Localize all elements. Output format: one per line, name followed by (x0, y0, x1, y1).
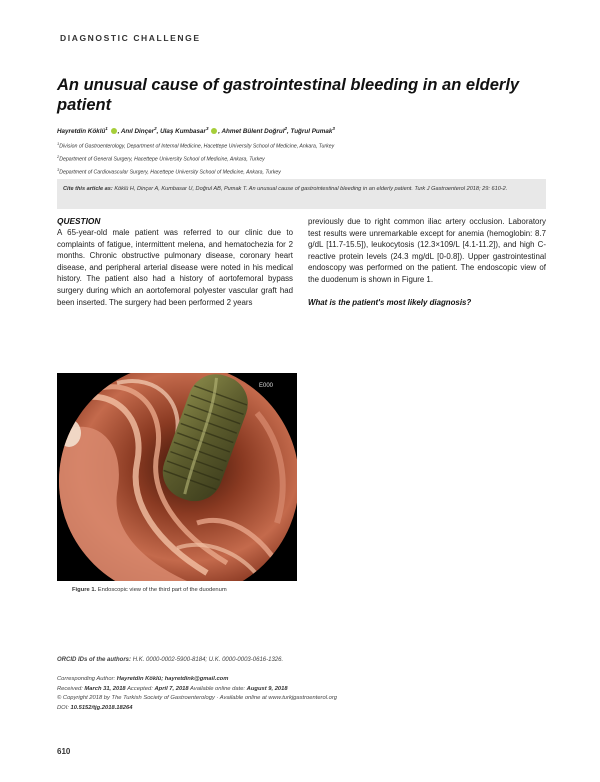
author-name: Ulaş Kumbasar (160, 128, 206, 136)
caption-text: Endoscopic view of the third part of the duodenum (97, 587, 227, 593)
citation-text: Köklü H, Dinçer A, Kumbasar U, Doğrul AB, Pumak T. An unusual cause of gastrointestinal bleeding in an elderly patient. Turk J Gastroenterol 2018; 29: 610-2. (114, 186, 508, 192)
affiliation: $^2$Department of General Surgery, Hacettepe University School of Medicine, Ankara, Turkey (57, 154, 265, 163)
page-number: 610 (57, 747, 71, 756)
body-right-column (308, 216, 546, 308)
question-heading: QUESTION (57, 216, 101, 226)
body-paragraph: A 65-year-old male patient was referred to our clinic due to complaints of fatigue, intermittent melena, and hematochezia for 2 months. Chronic obstructive pulmonary disease, coronary heart disease, and peripheral arterial disease were noted in his medical history. The patient also had a history of aortofemoral bypass surgery during which an aortofemoral polyester vascular graft had been inserted. The surgery had been performed 2 years (57, 228, 293, 307)
final-question: What is the patient's most likely diagnosis? (308, 297, 472, 307)
author-name: Hayretdin Köklü (57, 128, 106, 136)
author-sup: 3 (205, 126, 209, 131)
orcid-icon[interactable] (111, 128, 117, 134)
citation-box (57, 179, 546, 209)
orcid-icon[interactable] (211, 128, 217, 134)
endoscopy-illustration (57, 373, 297, 581)
body-left-column (57, 216, 293, 308)
dates: Received: March 31, 2018 Accepted: April 7, 2018 Available online date: August 9, 2018 (57, 685, 288, 692)
copyright: © Copyright 2018 by The Turkish Society of Gastroenterology · Available online at www.turkjgastroenterol.org (57, 695, 337, 702)
author-name: Ahmet Bülent Doğrul (221, 128, 285, 136)
article-meta (57, 675, 337, 713)
endoscopy-image (57, 373, 297, 581)
caption-label: Figure 1. (72, 587, 97, 593)
orcid-text: H.K. 0000-0002-5900-8184; U.K. 0000-0003-0616-1326. (132, 657, 284, 663)
author-sup: 2 (284, 126, 287, 131)
affiliation: $^3$Department of Cardiovascular Surgery, Hacettepe University School of Medicine, Ankara, Turkey (57, 167, 281, 177)
citation-label: Cite this article as: (63, 186, 113, 192)
affiliation: $^1$Division of Gastroenterology, Department of Internal Medicine, Hacettepe University School of Medicine, Ankara, Turkey (57, 141, 335, 150)
author-name: Anıl Dinçer (120, 128, 155, 136)
author-name: Tuğrul Pumak (290, 128, 333, 136)
author-sup: 2 (154, 126, 157, 131)
orcid-ids (57, 657, 283, 663)
section-label: DIAGNOSTIC CHALLENGE (60, 33, 201, 43)
orcid-label: ORCID IDs of the authors: (57, 657, 132, 663)
article-title: An unusual cause of gastrointestinal bleeding in an elderly patient (57, 76, 520, 114)
doi[interactable]: DOI: 10.5152/tjg.2018.18264 (57, 704, 133, 711)
affiliations (57, 139, 334, 179)
image-overlay-text: E000 (259, 383, 274, 389)
author-sup: 3 (332, 126, 335, 131)
figure-caption (72, 587, 227, 593)
corresponding-author: Corresponding Author: Hayretdin Köklü; hayretdink@gmail.com (57, 676, 229, 682)
author-list: Hayretdin Köklü$^1$ , Anıl Dinçer$^2$, Ulaş Kumbasar$^3$ , Ahmet Bülent Doğrul$^2$, Tuğrul Pumak$^3$ (57, 126, 335, 136)
author-sup: 1 (105, 126, 108, 131)
body-paragraph: previously due to right common iliac artery occlusion. Laboratory test results were unremarkable except for anemia (hemoglobin: 8.7 g/dL [11.7-15.5]), leukocytosis (12.3×109/L [4.1-11.2]), and high C-reactive protein levels (24.3 mg/dL [0-0.8]). Upper gastrointestinal endoscopy was performed on the patient. The endoscopic view of the duodenum is shown in Figure 1. (308, 217, 546, 284)
